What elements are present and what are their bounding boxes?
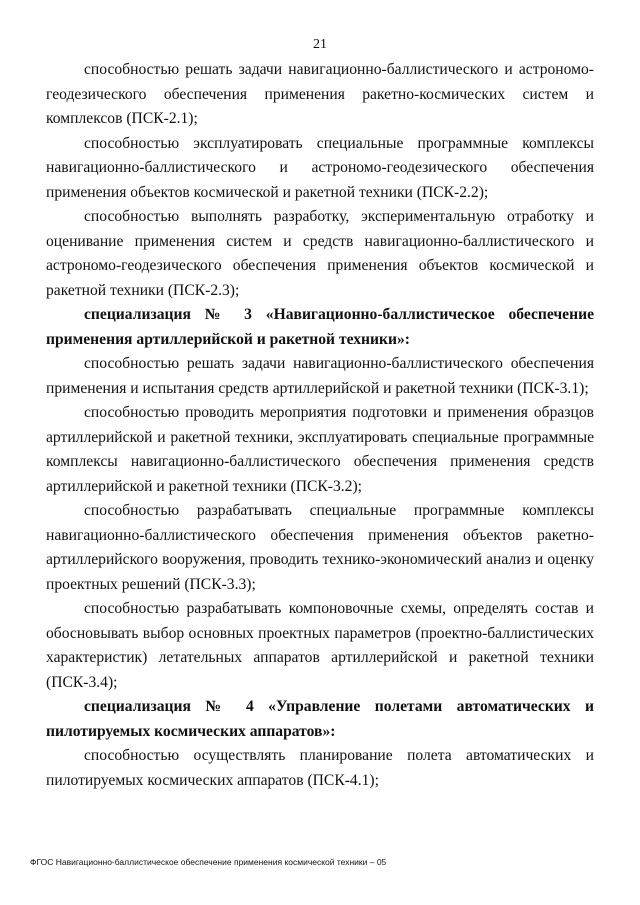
paragraph-psk-2-1: способностью решать задачи навигационно-баллистического и астрономо-геодезического обеспечения применения ракетно-космических систем и комплексов (ПСК-2.1); (46, 61, 594, 127)
paragraph-psk-2-3: способностью выполнять разработку, экспериментальную отработку и оценивание применения систем и средств навигационно-баллистического и астрономо-геодезического обеспечения применения объектов космической и ракетной техники (ПСК-2.3); (46, 208, 594, 299)
paragraph-psk-4-1: способностью осуществлять планирование полета автоматических и пилотируемых космических аппаратов (ПСК-4.1); (46, 747, 594, 789)
paragraph-psk-3-3: способностью разрабатывать специальные программные комплексы навигационно-баллистического обеспечения применения объектов ракетно-артиллерийского вооружения, проводить технико-экономический анализ и оценку проектных решений (ПСК-3.3); (46, 502, 594, 593)
paragraph-psk-3-2: способностью проводить мероприятия подготовки и применения образцов артиллерийской и ракетной техники, эксплуатировать специальные программные комплексы навигационно-баллистического обеспечения применения средств артиллерийской и ракетной техники (ПСК-3.2); (46, 404, 594, 495)
paragraph-psk-2-2: способностью эксплуатировать специальные программные комплексы навигационно-баллистического и астрономо-геодезического обеспечения применения объектов космической и ракетной техники (ПСК-2.2); (46, 134, 594, 201)
page-footer: ФГОС Навигационно-баллистическое обеспечение применения космической техники – 05 (30, 857, 387, 867)
specialization-4-heading: специализация № 4 «Управление полетами автоматических и пилотируемых космических аппаратов»: (46, 698, 594, 740)
paragraph-psk-3-1: способностью решать задачи навигационно-баллистического обеспечения применения и испытания средств артиллерийской и ракетной техники (ПСК-3.1); (46, 355, 594, 397)
specialization-3-heading: специализация № 3 «Навигационно-баллистическое обеспечение применения артиллерийской и ракетной техники»: (46, 306, 594, 348)
paragraph-psk-3-4: способностью разрабатывать компоновочные схемы, определять состав и обосновывать выбор основных проектных параметров (проектно-баллистических характеристик) летательных аппаратов артиллерийской и ракетной техники (ПСК-3.4); (46, 600, 594, 691)
page-number: 21 (313, 37, 327, 52)
document-body (46, 58, 594, 793)
